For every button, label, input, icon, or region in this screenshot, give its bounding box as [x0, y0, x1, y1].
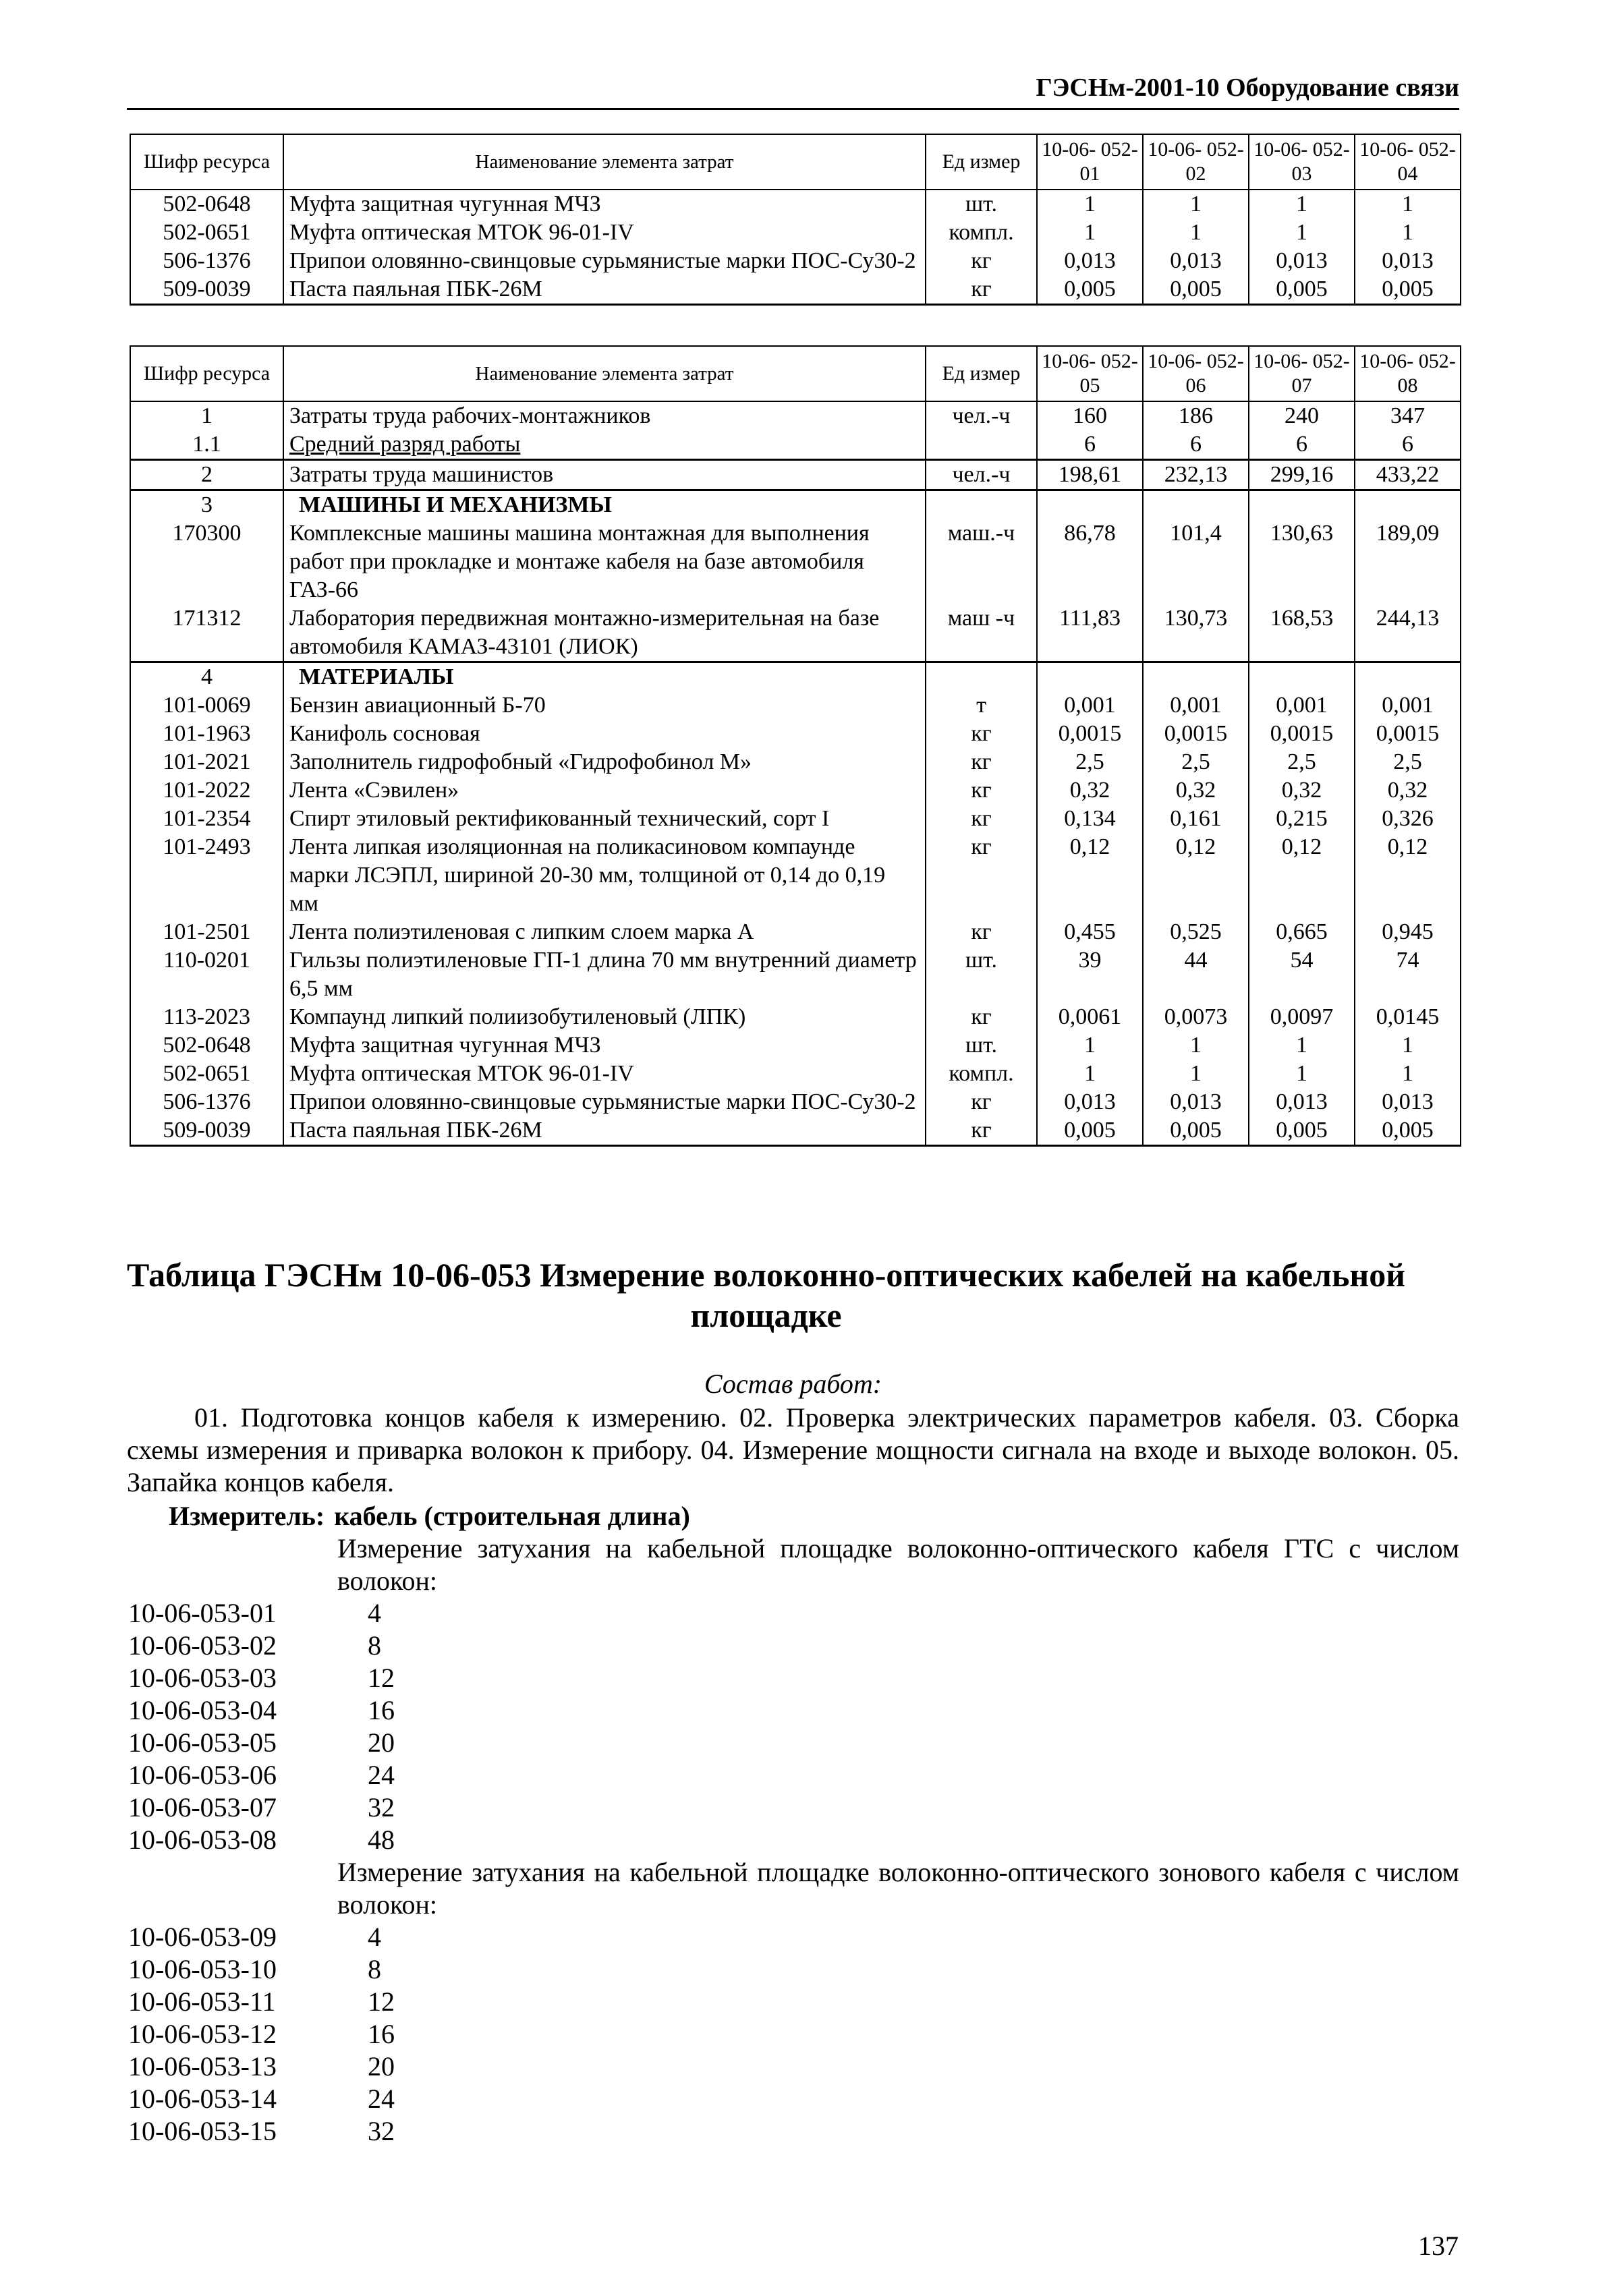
header-col: 10-06- 052-05 [1037, 346, 1143, 401]
cell-name: МАШИНЫ И МЕХАНИЗМЫ [283, 490, 926, 520]
fiber-count: 12 [368, 1663, 395, 1693]
cell-value: 1 [1037, 190, 1143, 219]
table-row [130, 691, 1461, 720]
cell-value: 54 [1249, 946, 1355, 1003]
header-col: 10-06- 052-08 [1355, 346, 1461, 401]
cell-code: 506-1376 [130, 1088, 283, 1116]
cell-value: 1 [1249, 190, 1355, 219]
cell-value: 86,78 [1037, 519, 1143, 604]
cell-code: 101-2493 [130, 833, 283, 918]
fiber-count: 16 [368, 1695, 395, 1725]
cell-unit: шт. [926, 190, 1037, 219]
norm-code: 10-06-053-08 [128, 1825, 277, 1855]
fiber-count: 16 [368, 2019, 395, 2049]
cell-value: 168,53 [1249, 604, 1355, 662]
cell-code: 2 [130, 460, 283, 490]
cell-value: 198,61 [1037, 460, 1143, 490]
cell-name: Муфта защитная чугунная МЧЗ [283, 1031, 926, 1060]
section-title [127, 1255, 1459, 1336]
cell-value: 0,12 [1143, 833, 1249, 918]
fiber-count: 12 [368, 1986, 395, 2017]
list-item [128, 1791, 600, 1824]
table-row [130, 604, 1461, 662]
meter-label: Измеритель: [169, 1501, 325, 1531]
cell-unit: кг [926, 776, 1037, 805]
cell-value: 44 [1143, 946, 1249, 1003]
cell-value: 0,326 [1355, 805, 1461, 833]
cell-value: 0,0015 [1249, 720, 1355, 748]
cell-name: Затраты труда машинистов [283, 460, 926, 490]
cell-value: 0,12 [1249, 833, 1355, 918]
cell-unit [926, 490, 1037, 520]
cell-value: 0,013 [1143, 247, 1249, 275]
cell-name: Средний разряд работы [283, 430, 926, 460]
header-col: 10-06- 052-06 [1143, 346, 1249, 401]
cell-value: 0,013 [1355, 247, 1461, 275]
cell-unit: чел.-ч [926, 401, 1037, 430]
cell-value: 6 [1355, 430, 1461, 460]
cell-value: 1 [1355, 190, 1461, 219]
cell-value: 0,013 [1249, 247, 1355, 275]
cell-value: 0,013 [1249, 1088, 1355, 1116]
works-text: 01. Подготовка концов кабеля к измерению. 02. Проверка электрических параметров кабеля. 03. Сборка схемы измерения и приварка волокон к прибору. 04. Измерение мощности сигнала на входе и выходе волокон. 05. Запайка концов кабеля. [127, 1402, 1459, 1497]
cell-value: 0,005 [1355, 1116, 1461, 1146]
cell-value: 0,12 [1037, 833, 1143, 918]
cell-name: Лента полиэтиленовая с липким слоем марка А [283, 918, 926, 946]
works-label: Состав работ: [704, 1369, 882, 1399]
cell-value: 0,134 [1037, 805, 1143, 833]
norm-code: 10-06-053-10 [128, 1954, 277, 1984]
fiber-count: 32 [368, 2116, 395, 2146]
cell-value: 0,001 [1249, 691, 1355, 720]
cell-code: 101-0069 [130, 691, 283, 720]
table-header [130, 346, 1461, 401]
cell-value: 1 [1249, 219, 1355, 247]
section-title-line1: Таблица ГЭСНм 10-06-053 Измерение волоконно-оптических кабелей на кабельной [127, 1256, 1406, 1294]
list-item [128, 1986, 600, 2018]
cell-value: 0,005 [1249, 275, 1355, 305]
table-row [130, 219, 1461, 247]
cell-name: Паста паяльная ПБК-26М [283, 1116, 926, 1146]
cell-value: 1 [1249, 1031, 1355, 1060]
cell-value: 1 [1355, 1031, 1461, 1060]
cell-value: 244,13 [1355, 604, 1461, 662]
section-title-line2: площадке [690, 1296, 842, 1334]
cell-value: 0,0073 [1143, 1003, 1249, 1031]
table-row [130, 247, 1461, 275]
norm-code: 10-06-053-12 [128, 2019, 277, 2049]
cell-value: 0,005 [1143, 1116, 1249, 1146]
norm-code: 10-06-053-04 [128, 1695, 277, 1725]
cell-code: 101-2022 [130, 776, 283, 805]
header-code: Шифр ресурса [130, 346, 283, 401]
cell-value: 0,005 [1143, 275, 1249, 305]
fiber-count: 24 [368, 2084, 395, 2114]
cell-value [1249, 490, 1355, 520]
table-row [130, 401, 1461, 430]
cell-value: 0,0097 [1249, 1003, 1355, 1031]
cell-value [1037, 662, 1143, 692]
list-item [128, 2115, 600, 2148]
norm-code: 10-06-053-02 [128, 1630, 277, 1661]
cell-name: Муфта защитная чугунная МЧЗ [283, 190, 926, 219]
cell-name: Муфта оптическая МТОК 96-01-IV [283, 219, 926, 247]
cell-unit: кг [926, 918, 1037, 946]
table-row [130, 1060, 1461, 1088]
header-code: Шифр ресурса [130, 134, 283, 190]
cell-unit: кг [926, 805, 1037, 833]
table-row [130, 519, 1461, 604]
header-col: 10-06- 052-01 [1037, 134, 1143, 190]
header-col: 10-06- 052-02 [1143, 134, 1249, 190]
table-row [130, 275, 1461, 305]
cell-code: 4 [130, 662, 283, 692]
cell-value: 0,0015 [1143, 720, 1249, 748]
cell-value: 1 [1143, 190, 1249, 219]
list-item [128, 1953, 600, 1986]
table-row [130, 776, 1461, 805]
fiber-count: 8 [368, 1630, 381, 1661]
cell-value: 1 [1355, 219, 1461, 247]
cell-value: 1 [1143, 219, 1249, 247]
fiber-count: 20 [368, 2051, 395, 2082]
table-row [130, 662, 1461, 692]
fiber-count: 8 [368, 1954, 381, 1984]
cell-value: 0,0015 [1037, 720, 1143, 748]
cell-value: 0,001 [1355, 691, 1461, 720]
cell-code: 509-0039 [130, 275, 283, 305]
cell-name: Лаборатория передвижная монтажно-измерительная на базе автомобиля КАМАЗ-43101 (ЛИОК) [283, 604, 926, 662]
cell-unit: кг [926, 748, 1037, 776]
cell-value: 232,13 [1143, 460, 1249, 490]
fiber-count: 24 [368, 1760, 395, 1790]
cell-value: 1 [1037, 1060, 1143, 1088]
list-item [128, 1727, 600, 1759]
table-row [130, 946, 1461, 1003]
cell-value: 0,013 [1143, 1088, 1249, 1116]
norm-code: 10-06-053-11 [128, 1986, 276, 2017]
header-col: 10-06- 052-03 [1249, 134, 1355, 190]
cell-code: 101-2021 [130, 748, 283, 776]
meter-line [169, 1500, 690, 1532]
cell-unit: компл. [926, 1060, 1037, 1088]
cell-code: 113-2023 [130, 1003, 283, 1031]
header-unit: Ед измер [926, 346, 1037, 401]
header-col: 10-06- 052-04 [1355, 134, 1461, 190]
cell-value: 74 [1355, 946, 1461, 1003]
cell-value: 1 [1037, 1031, 1143, 1060]
list-item [128, 1759, 600, 1791]
cell-name: Лента «Сэвилен» [283, 776, 926, 805]
norm-code: 10-06-053-01 [128, 1598, 277, 1628]
cell-unit: чел.-ч [926, 460, 1037, 490]
cell-value: 0,005 [1249, 1116, 1355, 1146]
cell-value [1249, 662, 1355, 692]
list-item [128, 1921, 600, 1953]
cell-value: 0,665 [1249, 918, 1355, 946]
cell-code: 101-2501 [130, 918, 283, 946]
table-row [130, 805, 1461, 833]
cell-value: 130,73 [1143, 604, 1249, 662]
cell-value: 0,32 [1037, 776, 1143, 805]
cell-value: 0,945 [1355, 918, 1461, 946]
table-row [130, 430, 1461, 460]
cell-value [1143, 662, 1249, 692]
cell-value: 1 [1249, 1060, 1355, 1088]
cell-code: 3 [130, 490, 283, 520]
cell-value: 299,16 [1249, 460, 1355, 490]
cell-code: 509-0039 [130, 1116, 283, 1146]
cell-value: 2,5 [1037, 748, 1143, 776]
list-item [128, 2018, 600, 2050]
header-name: Наименование элемента затрат [283, 134, 926, 190]
cell-unit: шт. [926, 1031, 1037, 1060]
cell-value: 0,005 [1037, 1116, 1143, 1146]
cell-value: 1 [1037, 219, 1143, 247]
cell-code: 171312 [130, 604, 283, 662]
list-item [128, 1630, 600, 1662]
table-row [130, 833, 1461, 918]
cell-value: 0,005 [1355, 275, 1461, 305]
cell-value: 1 [1355, 1060, 1461, 1088]
cell-value: 2,5 [1143, 748, 1249, 776]
cell-value: 0,32 [1355, 776, 1461, 805]
cell-unit: кг [926, 833, 1037, 918]
cell-unit: т [926, 691, 1037, 720]
table-header [130, 134, 1461, 190]
cell-name: Муфта оптическая МТОК 96-01-IV [283, 1060, 926, 1088]
cell-value: 0,12 [1355, 833, 1461, 918]
fiber-count: 4 [368, 1922, 381, 1952]
cell-name: Припои оловянно-свинцовые сурьмянистые марки ПОС-Су30-2 [283, 1088, 926, 1116]
cell-unit [926, 662, 1037, 692]
norm-code: 10-06-053-14 [128, 2084, 277, 2114]
page-number: 137 [1418, 2231, 1459, 2261]
norm-code: 10-06-053-06 [128, 1760, 277, 1790]
cell-name: Канифоль сосновая [283, 720, 926, 748]
header-rule [127, 108, 1459, 110]
norm-code: 10-06-053-07 [128, 1792, 277, 1823]
cell-value: 1 [1143, 1031, 1249, 1060]
norm-code: 10-06-053-03 [128, 1663, 277, 1693]
fiber-count: 20 [368, 1727, 395, 1758]
cell-unit: компл. [926, 219, 1037, 247]
cell-value: 160 [1037, 401, 1143, 430]
table-row [130, 1003, 1461, 1031]
resource-table-top [130, 134, 1461, 306]
cell-value [1037, 490, 1143, 520]
norm-code: 10-06-053-13 [128, 2051, 277, 2082]
table-row [130, 490, 1461, 520]
list-item [128, 1824, 600, 1856]
resource-table-main [130, 345, 1461, 1147]
table-row [130, 1031, 1461, 1060]
cell-unit: кг [926, 1116, 1037, 1146]
cell-value: 39 [1037, 946, 1143, 1003]
cell-value: 0,161 [1143, 805, 1249, 833]
cell-value: 0,0145 [1355, 1003, 1461, 1031]
header-col: 10-06- 052-07 [1249, 346, 1355, 401]
cell-code: 170300 [130, 519, 283, 604]
cell-unit: шт. [926, 946, 1037, 1003]
cell-unit [926, 430, 1037, 460]
cell-name: Заполнитель гидрофобный «Гидрофобинол М» [283, 748, 926, 776]
cell-unit: кг [926, 1003, 1037, 1031]
cell-value: 240 [1249, 401, 1355, 430]
cell-value: 0,013 [1037, 1088, 1143, 1116]
group2-description: Измерение затухания на кабельной площадке волоконно-оптического зонового кабеля с числом волокон: [337, 1857, 1459, 1920]
cell-value: 111,83 [1037, 604, 1143, 662]
cell-name: Спирт этиловый ректификованный технический, сорт I [283, 805, 926, 833]
cell-unit: кг [926, 247, 1037, 275]
cell-value: 130,63 [1249, 519, 1355, 604]
list-item [128, 1662, 600, 1694]
cell-value: 0,013 [1355, 1088, 1461, 1116]
running-header: ГЭСНм-2001-10 Оборудование связи [1036, 74, 1459, 102]
cell-value: 0,32 [1143, 776, 1249, 805]
cell-value: 6 [1249, 430, 1355, 460]
cell-value: 433,22 [1355, 460, 1461, 490]
cell-value: 189,09 [1355, 519, 1461, 604]
cell-code: 502-0651 [130, 1060, 283, 1088]
cell-name: Припои оловянно-свинцовые сурьмянистые марки ПОС-Су30-2 [283, 247, 926, 275]
cell-value: 0,455 [1037, 918, 1143, 946]
cell-name: Компаунд липкий полиизобутиленовый (ЛПК) [283, 1003, 926, 1031]
cell-value: 0,0061 [1037, 1003, 1143, 1031]
table-row [130, 1088, 1461, 1116]
cell-code: 1.1 [130, 430, 283, 460]
cell-unit: маш -ч [926, 604, 1037, 662]
norm-code: 10-06-053-15 [128, 2116, 277, 2146]
cell-code: 502-0648 [130, 190, 283, 219]
header-name: Наименование элемента затрат [283, 346, 926, 401]
cell-unit: кг [926, 720, 1037, 748]
norm-code: 10-06-053-09 [128, 1922, 277, 1952]
cell-code: 502-0651 [130, 219, 283, 247]
cell-value: 6 [1143, 430, 1249, 460]
header-unit: Ед измер [926, 134, 1037, 190]
cell-value: 0,001 [1037, 691, 1143, 720]
cell-name: Комплексные машины машина монтажная для выполнения работ при прокладке и монтаже кабеля на базе автомобиля ГАЗ-66 [283, 519, 926, 604]
cell-value: 0,215 [1249, 805, 1355, 833]
cell-value: 0,013 [1037, 247, 1143, 275]
cell-name: Паста паяльная ПБК-26М [283, 275, 926, 305]
group1-code-list [128, 1597, 600, 1856]
cell-name: Затраты труда рабочих-монтажников [283, 401, 926, 430]
table-row [130, 1116, 1461, 1146]
cell-unit: маш.-ч [926, 519, 1037, 604]
cell-code: 502-0648 [130, 1031, 283, 1060]
cell-name: МАТЕРИАЛЫ [283, 662, 926, 692]
cell-value [1355, 490, 1461, 520]
cell-value: 101,4 [1143, 519, 1249, 604]
cell-value: 6 [1037, 430, 1143, 460]
meter-value: кабель (строительная длина) [334, 1501, 690, 1531]
table-row [130, 460, 1461, 490]
fiber-count: 4 [368, 1598, 381, 1628]
cell-code: 506-1376 [130, 247, 283, 275]
cell-value: 0,005 [1037, 275, 1143, 305]
cell-name: Бензин авиационный Б-70 [283, 691, 926, 720]
cell-value: 0,0015 [1355, 720, 1461, 748]
table-row [130, 720, 1461, 748]
table-row [130, 748, 1461, 776]
cell-code: 1 [130, 401, 283, 430]
list-item [128, 2050, 600, 2083]
cell-value: 0,001 [1143, 691, 1249, 720]
table-row [130, 190, 1461, 219]
table-row [130, 918, 1461, 946]
cell-unit: кг [926, 275, 1037, 305]
cell-value: 0,525 [1143, 918, 1249, 946]
cell-value: 347 [1355, 401, 1461, 430]
cell-code: 101-2354 [130, 805, 283, 833]
list-item [128, 2083, 600, 2115]
cell-name: Гильзы полиэтиленовые ГП-1 длина 70 мм внутренний диаметр 6,5 мм [283, 946, 926, 1003]
cell-value: 1 [1143, 1060, 1249, 1088]
cell-code: 101-1963 [130, 720, 283, 748]
fiber-count: 48 [368, 1825, 395, 1855]
list-item [128, 1694, 600, 1727]
cell-value [1143, 490, 1249, 520]
cell-value: 2,5 [1355, 748, 1461, 776]
group2-code-list [128, 1921, 600, 2148]
cell-value: 2,5 [1249, 748, 1355, 776]
cell-value: 0,32 [1249, 776, 1355, 805]
cell-unit: кг [926, 1088, 1037, 1116]
group1-description: Измерение затухания на кабельной площадке волоконно-оптического кабеля ГТС с числом волокон: [337, 1533, 1459, 1596]
list-item [128, 1597, 600, 1630]
cell-code: 110-0201 [130, 946, 283, 1003]
cell-value [1355, 662, 1461, 692]
cell-value: 186 [1143, 401, 1249, 430]
cell-name: Лента липкая изоляционная на поликасиновом компаунде марки ЛСЭПЛ, шириной 20-30 мм, толщиной от 0,14 до 0,19 мм [283, 833, 926, 918]
norm-code: 10-06-053-05 [128, 1727, 277, 1758]
fiber-count: 32 [368, 1792, 395, 1823]
